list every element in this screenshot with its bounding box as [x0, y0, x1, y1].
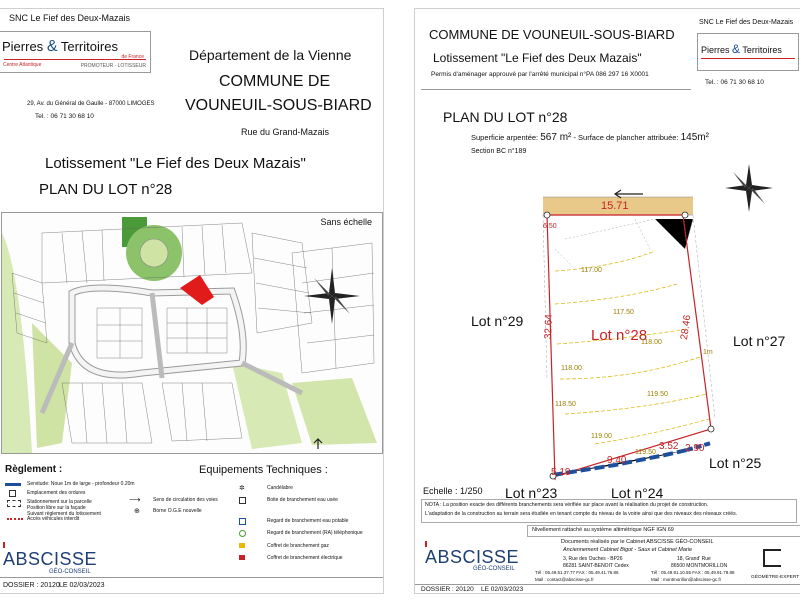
logo-underline — [3, 542, 5, 548]
scale-note: Sans échelle — [320, 217, 372, 227]
echelle: Echelle : 1/250 — [423, 486, 483, 496]
equip-item: Regard de branchement eau potable — [267, 518, 349, 524]
brand-of: de France — [121, 54, 144, 60]
equip-item: Candélabre — [267, 485, 293, 491]
dim-label: 28.46 — [679, 314, 694, 341]
legend-noue-bar — [5, 483, 21, 486]
lot-27-label: Lot n°27 — [733, 333, 786, 349]
commune-line-2: VOUNEUIL-SOUS-BIARD — [185, 97, 372, 114]
notes-box — [421, 499, 797, 523]
legend-item: Position libre sur la façade — [27, 505, 86, 511]
legend-item: Suivant règlement du lotissement — [27, 511, 101, 517]
date: LE 02/03/2023 — [481, 586, 524, 593]
brand-logo — [0, 31, 151, 73]
contour-label: 119.50 — [647, 391, 668, 398]
permis: Permis d'aménager approuvé par l'arrêté municipal n°PA 086 297 16 X0001 — [431, 71, 649, 78]
brand-tag: PROMOTEUR - LOTISSEUR — [80, 63, 146, 69]
note-2: L'adaptation de la construction au terrain sera étudiée en tenant compte du niveau de la voirie ainsi que des niveaux des réseaux créés. — [425, 511, 738, 517]
dossier: DOSSIER : 20120 — [421, 586, 474, 593]
equip-item: Coffret de branchement électrique — [267, 555, 343, 561]
cabinet-line-1: Documents réalisés par le Cabinet ABSCISSE GÉO-CONSEIL — [561, 539, 714, 545]
plancher-value: 145m² — [680, 132, 709, 143]
lot-24-label: Lot n°24 — [611, 485, 664, 501]
department: Département de la Vienne — [189, 47, 352, 63]
cabinet-line-2: Anciennement Cabinet Bigot - Saux et Cabinet Marie — [563, 547, 693, 553]
contour-label: 118.00 — [641, 339, 662, 346]
street: Rue du Grand-Mazais — [241, 127, 330, 137]
commune-line-1: COMMUNE DE — [219, 73, 331, 90]
brand-word-left: Pierres — [2, 39, 44, 54]
reglement-title: Règlement : — [5, 464, 63, 475]
superficie-value: 567 m² — [540, 132, 572, 143]
point-label: 1m — [703, 349, 713, 356]
brand-word-left: Pierres — [701, 45, 730, 55]
date: LE 02/03/2023 — [59, 582, 105, 589]
lot28-boundary — [547, 215, 711, 479]
contour-label: 118.50 — [555, 401, 576, 408]
point-label: 6.50 — [543, 223, 557, 230]
legend-item: Accès véhicules interdit — [27, 516, 80, 522]
address-1-l2: 86281 SAINT-BENOIT Cedex — [563, 563, 629, 569]
left-sheet — [0, 8, 384, 594]
contour-label: 117.00 — [581, 267, 602, 274]
coffret-gaz-icon — [239, 543, 245, 548]
brand-word-right: Territoires — [742, 45, 782, 55]
note-1: NOTA : La position exacte des différents branchements sera vérifiée sur place avant la réalisation du projet de construction. — [425, 502, 709, 508]
lot-29-label: Lot n°29 — [471, 313, 524, 329]
site-plan-drawing — [2, 213, 382, 453]
dim-label: 5.19 — [551, 467, 571, 478]
brand-amp: & — [46, 38, 58, 55]
legend-item: Servitude: Noue 1m de large - profondeur 0.20m — [27, 481, 135, 487]
brand-amp: & — [732, 42, 741, 56]
lot-28-label: Lot n°28 — [591, 327, 648, 344]
candelabre-icon: ✲ — [239, 485, 245, 492]
dim-label: 9.40 — [607, 455, 627, 466]
header-line — [421, 89, 691, 90]
footer-line — [0, 577, 383, 578]
equip-item: Regard de branchement (RA) téléphonique — [267, 530, 363, 536]
address-2-l1: 18, Grand' Rue — [677, 556, 711, 562]
abscisse-logo: ABSCISSE — [3, 549, 98, 569]
address-1-l3: Tél : 05.49.51.37.77 FAX : 05.49.41.76.86 — [535, 570, 619, 575]
contour-label: 119.50 — [635, 449, 656, 456]
equip-item: Coffret de branchement gaz — [267, 543, 329, 549]
geometre-label: GÉOMÈTRE-EXPERT — [751, 575, 800, 580]
nivellement: Nivellement rattaché au système altimétrique NGF IGN 69 — [532, 527, 674, 533]
commune-title: COMMUNE DE VOUNEUIL-SOUS-BIARD — [429, 27, 675, 42]
superficie-label: Superficie arpentée: — [471, 133, 539, 142]
coffret-elec-icon — [239, 555, 245, 560]
abscisse-logo-sub: GÉO-CONSEIL — [473, 566, 515, 572]
contour-label: 118.00 — [561, 365, 582, 372]
lotissement-title: Lotissement "Le Fief des Deux Mazais" — [45, 155, 306, 172]
plancher-label: - Surface de plancher attribuée: — [573, 133, 679, 142]
equipements-title: Equipements Techniques : — [199, 464, 328, 476]
plan-title: PLAN DU LOT n°28 — [39, 181, 173, 198]
company-name: SNC Le Fief des Deux-Mazais — [9, 13, 131, 23]
dossier: DOSSIER : 20120 — [3, 582, 60, 589]
nivellement-box — [527, 525, 800, 537]
lotissement-title: Lotissement "Le Fief des Deux Mazais" — [433, 51, 642, 65]
address-1-l1: 3, Rue des Ouches - BP26 — [563, 556, 623, 562]
lot-25-label: Lot n°25 — [709, 455, 762, 471]
equip-item: Sens de circulation des voies — [153, 497, 218, 503]
footer-line — [415, 584, 800, 585]
arrow-right-icon: ⟶ — [129, 495, 141, 504]
address-2-l3: Tél : 05.49.91.10.55 FAX : 05.49.91.78.88 — [651, 570, 735, 575]
geometre-logo-icon — [763, 549, 781, 567]
contour-label: 117.50 — [613, 309, 634, 316]
borne-icon: ⊕ — [134, 508, 140, 515]
company-name: SNC Le Fief des Deux-Mazais — [699, 19, 794, 26]
abscisse-logo: ABSCISSE — [425, 547, 520, 567]
legend-item: Emplacement des ordures — [27, 490, 86, 496]
lot28-highlight — [180, 275, 214, 305]
boite-eu-icon — [239, 497, 246, 504]
regard-tel-icon — [239, 530, 246, 537]
email-2: Mail : montmorillon@abscisse-gc.fr — [651, 577, 722, 582]
address-2-l2: 86500 MONTMORILLON — [671, 563, 728, 569]
contour-label: 119.00 — [591, 433, 612, 440]
company-tel: Tel. : 06 71 30 68 10 — [705, 79, 764, 86]
brand-word-right: Territoires — [60, 39, 118, 54]
right-sheet — [414, 8, 800, 594]
site-plan — [1, 212, 383, 454]
lot-23-label: Lot n°23 — [505, 485, 558, 501]
brand-logo — [697, 33, 799, 71]
equip-item: Borne O.G.E nouvelle — [153, 508, 202, 514]
abscisse-logo-sub: GÉO-CONSEIL — [49, 569, 91, 575]
section: Section BC n°189 — [471, 148, 527, 155]
dim-label: 32.64 — [543, 313, 555, 340]
regard-ep-icon — [239, 518, 246, 525]
plan-title: PLAN DU LOT n°28 — [443, 109, 568, 125]
company-address: 29, Av. du Général de Gaulle - 87000 LIMOGES — [27, 101, 155, 107]
legend-item: Stationnement sur la parcelle — [27, 499, 92, 505]
dim-label: 15.71 — [601, 200, 629, 212]
dim-label: 3.52 — [659, 441, 679, 452]
equip-item: Boite de branchement eau usée — [267, 497, 338, 503]
dim-label: 2.90 — [685, 443, 705, 454]
brand-region: Centre Atlantique — [3, 62, 42, 68]
email-1: Mail : contact@abscisse-gc.fr — [535, 577, 594, 582]
compass-rose-icon — [304, 268, 360, 324]
company-tel: Tel. : 06 71 30 68 10 — [35, 113, 94, 120]
